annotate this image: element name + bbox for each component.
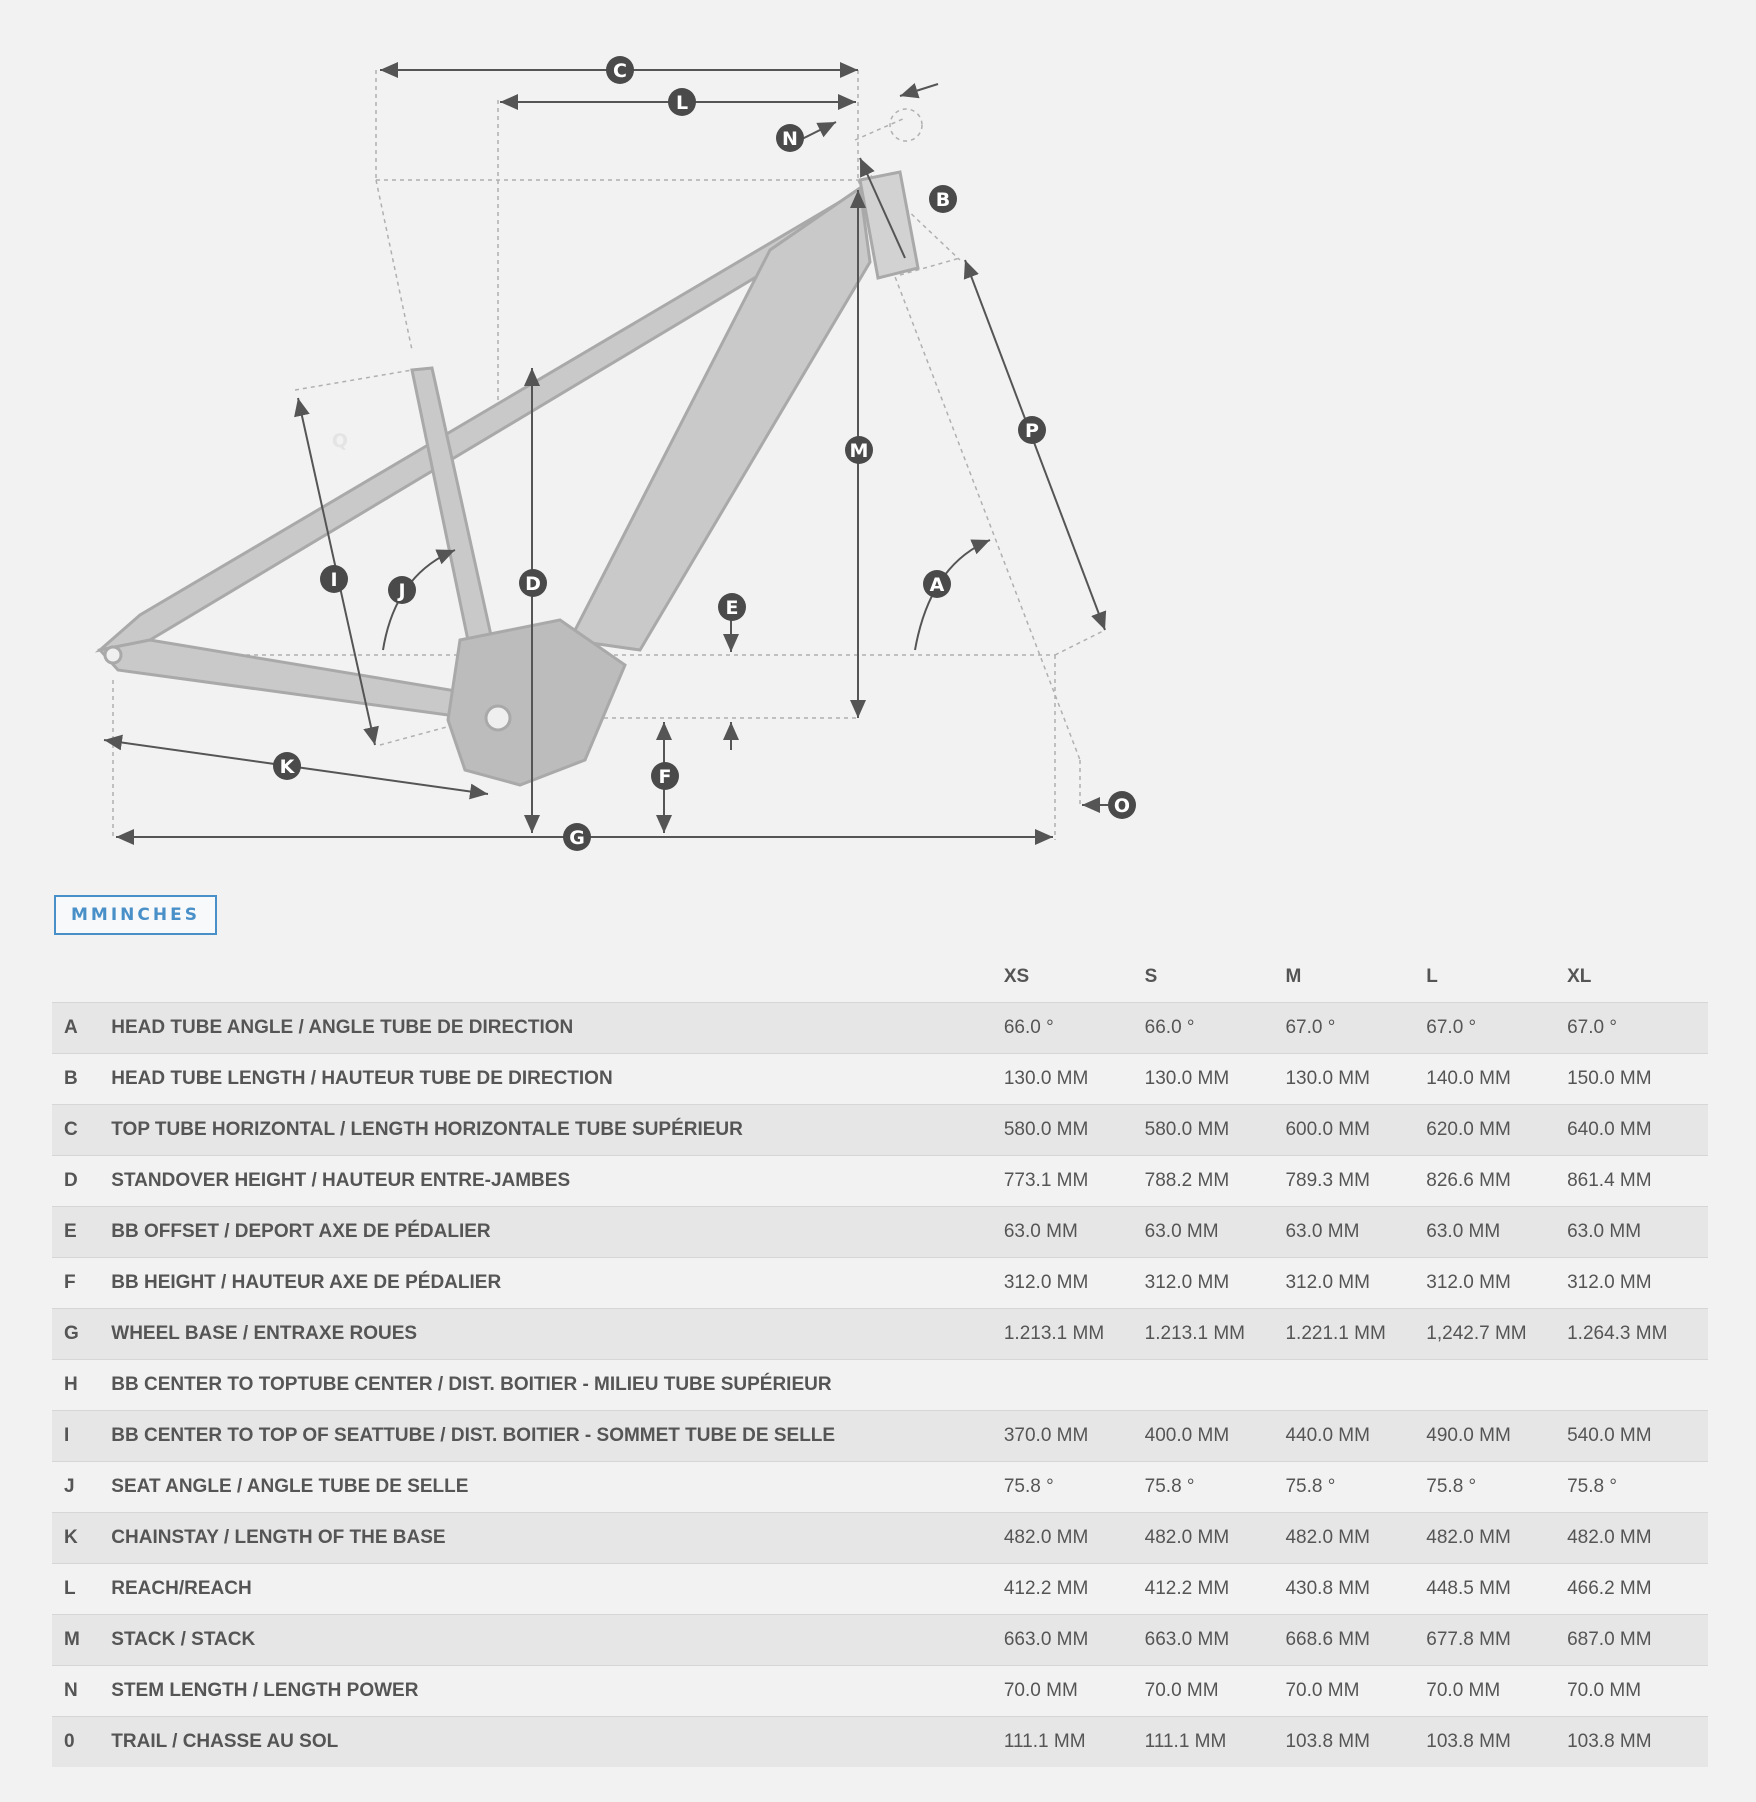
svg-text:G: G (569, 827, 585, 849)
row-measurement-name: TOP TUBE HORIZONTAL / LENGTH HORIZONTALE TUBE SUPÉRIEUR (111, 1105, 1004, 1156)
row-value-m: 600.0 MM (1285, 1105, 1426, 1156)
row-value-l: 103.8 MM (1426, 1717, 1567, 1768)
row-value-l: 490.0 MM (1426, 1411, 1567, 1462)
row-value-m: 312.0 MM (1285, 1258, 1426, 1309)
bike-frame (100, 172, 918, 785)
frame-geometry-diagram (0, 0, 1756, 870)
table-row (52, 1717, 1708, 1768)
row-value-xs: 312.0 MM (1004, 1258, 1145, 1309)
row-value-s: 1.213.1 MM (1145, 1309, 1286, 1360)
svg-text:J: J (398, 580, 406, 602)
row-value-xl: 67.0 ° (1567, 1003, 1708, 1054)
svg-text:C: C (613, 60, 627, 82)
row-value-xs: 75.8 ° (1004, 1462, 1145, 1513)
row-value-s: 412.2 MM (1145, 1564, 1286, 1615)
row-value-s: 70.0 MM (1145, 1666, 1286, 1717)
dimension-arrows (104, 70, 1108, 837)
svg-text:L: L (675, 92, 689, 114)
svg-text:B: B (935, 189, 951, 211)
label-O (1108, 791, 1136, 819)
svg-text:K: K (279, 756, 295, 778)
row-letter: 0 (52, 1717, 111, 1768)
row-value-s: 482.0 MM (1145, 1513, 1286, 1564)
header-size-s: S (1144, 966, 1158, 987)
svg-text:M: M (849, 440, 869, 462)
row-value-s: 788.2 MM (1145, 1156, 1286, 1207)
row-letter: J (52, 1462, 111, 1513)
row-value-s: 312.0 MM (1145, 1258, 1286, 1309)
row-value-xs: 63.0 MM (1004, 1207, 1145, 1258)
row-value-xl: 103.8 MM (1567, 1717, 1708, 1768)
row-value-l: 67.0 ° (1426, 1003, 1567, 1054)
svg-text:A: A (929, 574, 945, 596)
label-N (776, 124, 804, 152)
row-measurement-name: BB CENTER TO TOPTUBE CENTER / DIST. BOITIER - MILIEU TUBE SUPÉRIEUR (111, 1360, 1004, 1411)
geometry-table (52, 952, 1708, 1767)
row-value-l: 677.8 MM (1426, 1615, 1567, 1666)
row-value-xs: 1.213.1 MM (1004, 1309, 1145, 1360)
label-P (1018, 416, 1046, 444)
row-value-m: 482.0 MM (1285, 1513, 1426, 1564)
label-B (929, 185, 957, 213)
row-value-xl: 1.264.3 MM (1567, 1309, 1708, 1360)
row-letter: C (52, 1105, 111, 1156)
row-measurement-name: STACK / STACK (111, 1615, 1004, 1666)
unit-toggle-button[interactable] (54, 895, 217, 935)
table-row (52, 1411, 1708, 1462)
row-letter: A (52, 1003, 111, 1054)
row-value-xs: 482.0 MM (1004, 1513, 1145, 1564)
row-value-l: 75.8 ° (1426, 1462, 1567, 1513)
table-row (52, 1003, 1708, 1054)
row-letter: E (52, 1207, 111, 1258)
row-value-l: 826.6 MM (1426, 1156, 1567, 1207)
row-value-xs: 663.0 MM (1004, 1615, 1145, 1666)
table-row (52, 1309, 1708, 1360)
row-letter: I (52, 1411, 111, 1462)
row-value-xs: 370.0 MM (1004, 1411, 1145, 1462)
table-row (52, 1360, 1708, 1411)
row-value-xl: 482.0 MM (1567, 1513, 1708, 1564)
row-letter: L (52, 1564, 111, 1615)
header-letter (52, 952, 111, 1003)
label-D (519, 569, 547, 597)
row-value-l (1426, 1360, 1567, 1411)
row-letter: K (52, 1513, 111, 1564)
svg-text:O: O (1113, 795, 1131, 817)
row-value-l: 1,242.7 MM (1426, 1309, 1567, 1360)
row-measurement-name: BB CENTER TO TOP OF SEATTUBE / DIST. BOITIER - SOMMET TUBE DE SELLE (111, 1411, 1004, 1462)
row-value-l: 482.0 MM (1426, 1513, 1567, 1564)
label-F (651, 762, 679, 790)
table-row (52, 1105, 1708, 1156)
row-value-m (1285, 1360, 1426, 1411)
label-I (320, 565, 348, 593)
row-value-m: 1.221.1 MM (1285, 1309, 1426, 1360)
row-value-m: 103.8 MM (1285, 1717, 1426, 1768)
row-value-s: 400.0 MM (1145, 1411, 1286, 1462)
row-value-xs (1004, 1360, 1145, 1411)
row-value-m: 130.0 MM (1285, 1054, 1426, 1105)
header-size-l: L (1426, 966, 1438, 987)
header-size-m: M (1285, 966, 1302, 987)
unit-toggle-label: MMINCHES (71, 905, 200, 925)
row-value-xl: 687.0 MM (1567, 1615, 1708, 1666)
table-row (52, 1258, 1708, 1309)
row-letter: H (52, 1360, 111, 1411)
row-value-s: 663.0 MM (1145, 1615, 1286, 1666)
row-value-xl: 540.0 MM (1567, 1411, 1708, 1462)
svg-text:D: D (525, 573, 541, 595)
row-value-xl (1567, 1360, 1708, 1411)
row-value-s: 111.1 MM (1145, 1717, 1286, 1768)
table-row (52, 1513, 1708, 1564)
row-measurement-name: CHAINSTAY / LENGTH OF THE BASE (111, 1513, 1004, 1564)
table-row (52, 1666, 1708, 1717)
row-letter: N (52, 1666, 111, 1717)
row-value-xl: 466.2 MM (1567, 1564, 1708, 1615)
row-value-xs: 130.0 MM (1004, 1054, 1145, 1105)
row-value-xl: 150.0 MM (1567, 1054, 1708, 1105)
header-size-xl: XL (1567, 966, 1592, 987)
label-L (668, 88, 696, 116)
row-letter: M (52, 1615, 111, 1666)
row-value-xs: 66.0 ° (1004, 1003, 1145, 1054)
svg-text:I: I (330, 569, 338, 591)
row-measurement-name: SEAT ANGLE / ANGLE TUBE DE SELLE (111, 1462, 1004, 1513)
table-row (52, 1207, 1708, 1258)
label-G (563, 823, 591, 851)
table-row (52, 1054, 1708, 1105)
row-value-s (1145, 1360, 1286, 1411)
row-measurement-name: STEM LENGTH / LENGTH POWER (111, 1666, 1004, 1717)
row-value-xs: 580.0 MM (1004, 1105, 1145, 1156)
row-value-m: 789.3 MM (1285, 1156, 1426, 1207)
label-J (388, 576, 416, 604)
row-letter: B (52, 1054, 111, 1105)
row-value-m: 70.0 MM (1285, 1666, 1426, 1717)
row-value-l: 312.0 MM (1426, 1258, 1567, 1309)
row-measurement-name: REACH/REACH (111, 1564, 1004, 1615)
row-value-l: 448.5 MM (1426, 1564, 1567, 1615)
row-value-l: 63.0 MM (1426, 1207, 1567, 1258)
row-value-s: 130.0 MM (1145, 1054, 1286, 1105)
table-row (52, 1564, 1708, 1615)
row-value-xs: 111.1 MM (1004, 1717, 1145, 1768)
row-letter: F (52, 1258, 111, 1309)
row-measurement-name: WHEEL BASE / ENTRAXE ROUES (111, 1309, 1004, 1360)
header-size-xs: XS (1003, 966, 1030, 987)
row-value-m: 430.8 MM (1285, 1564, 1426, 1615)
row-value-xl: 640.0 MM (1567, 1105, 1708, 1156)
row-value-xl: 312.0 MM (1567, 1258, 1708, 1309)
svg-text:N: N (782, 128, 798, 150)
row-value-m: 75.8 ° (1285, 1462, 1426, 1513)
row-value-l: 70.0 MM (1426, 1666, 1567, 1717)
row-value-m: 67.0 ° (1285, 1003, 1426, 1054)
row-value-xs: 412.2 MM (1004, 1564, 1145, 1615)
row-letter: D (52, 1156, 111, 1207)
row-value-xl: 861.4 MM (1567, 1156, 1708, 1207)
label-M (845, 436, 873, 464)
table-row (52, 1615, 1708, 1666)
svg-text:E: E (725, 597, 739, 619)
table-row (52, 1462, 1708, 1513)
label-C (606, 56, 634, 84)
row-measurement-name: STANDOVER HEIGHT / HAUTEUR ENTRE-JAMBES (111, 1156, 1004, 1207)
row-letter: G (52, 1309, 111, 1360)
header-name (111, 952, 1004, 1003)
label-E (718, 593, 746, 621)
table-header-row (52, 952, 1708, 1003)
row-value-xs: 773.1 MM (1004, 1156, 1145, 1207)
construction-lines (110, 70, 1105, 840)
row-value-s: 63.0 MM (1145, 1207, 1286, 1258)
svg-text:P: P (1025, 420, 1039, 442)
row-measurement-name: TRAIL / CHASSE AU SOL (111, 1717, 1004, 1768)
row-value-s: 66.0 ° (1145, 1003, 1286, 1054)
row-value-l: 620.0 MM (1426, 1105, 1567, 1156)
row-measurement-name: HEAD TUBE ANGLE / ANGLE TUBE DE DIRECTION (111, 1003, 1004, 1054)
label-Q-faint: Q (331, 430, 349, 452)
row-value-s: 75.8 ° (1145, 1462, 1286, 1513)
row-measurement-name: HEAD TUBE LENGTH / HAUTEUR TUBE DE DIRECTION (111, 1054, 1004, 1105)
row-value-xl: 70.0 MM (1567, 1666, 1708, 1717)
row-value-m: 440.0 MM (1285, 1411, 1426, 1462)
label-A (923, 570, 951, 598)
row-value-l: 140.0 MM (1426, 1054, 1567, 1105)
row-measurement-name: BB OFFSET / DEPORT AXE DE PÉDALIER (111, 1207, 1004, 1258)
row-value-xl: 75.8 ° (1567, 1462, 1708, 1513)
row-value-xs: 70.0 MM (1004, 1666, 1145, 1717)
row-value-s: 580.0 MM (1145, 1105, 1286, 1156)
row-value-m: 63.0 MM (1285, 1207, 1426, 1258)
table-row (52, 1156, 1708, 1207)
svg-text:F: F (658, 766, 672, 788)
row-measurement-name: BB HEIGHT / HAUTEUR AXE DE PÉDALIER (111, 1258, 1004, 1309)
row-value-xl: 63.0 MM (1567, 1207, 1708, 1258)
row-value-m: 668.6 MM (1285, 1615, 1426, 1666)
label-K (273, 752, 301, 780)
